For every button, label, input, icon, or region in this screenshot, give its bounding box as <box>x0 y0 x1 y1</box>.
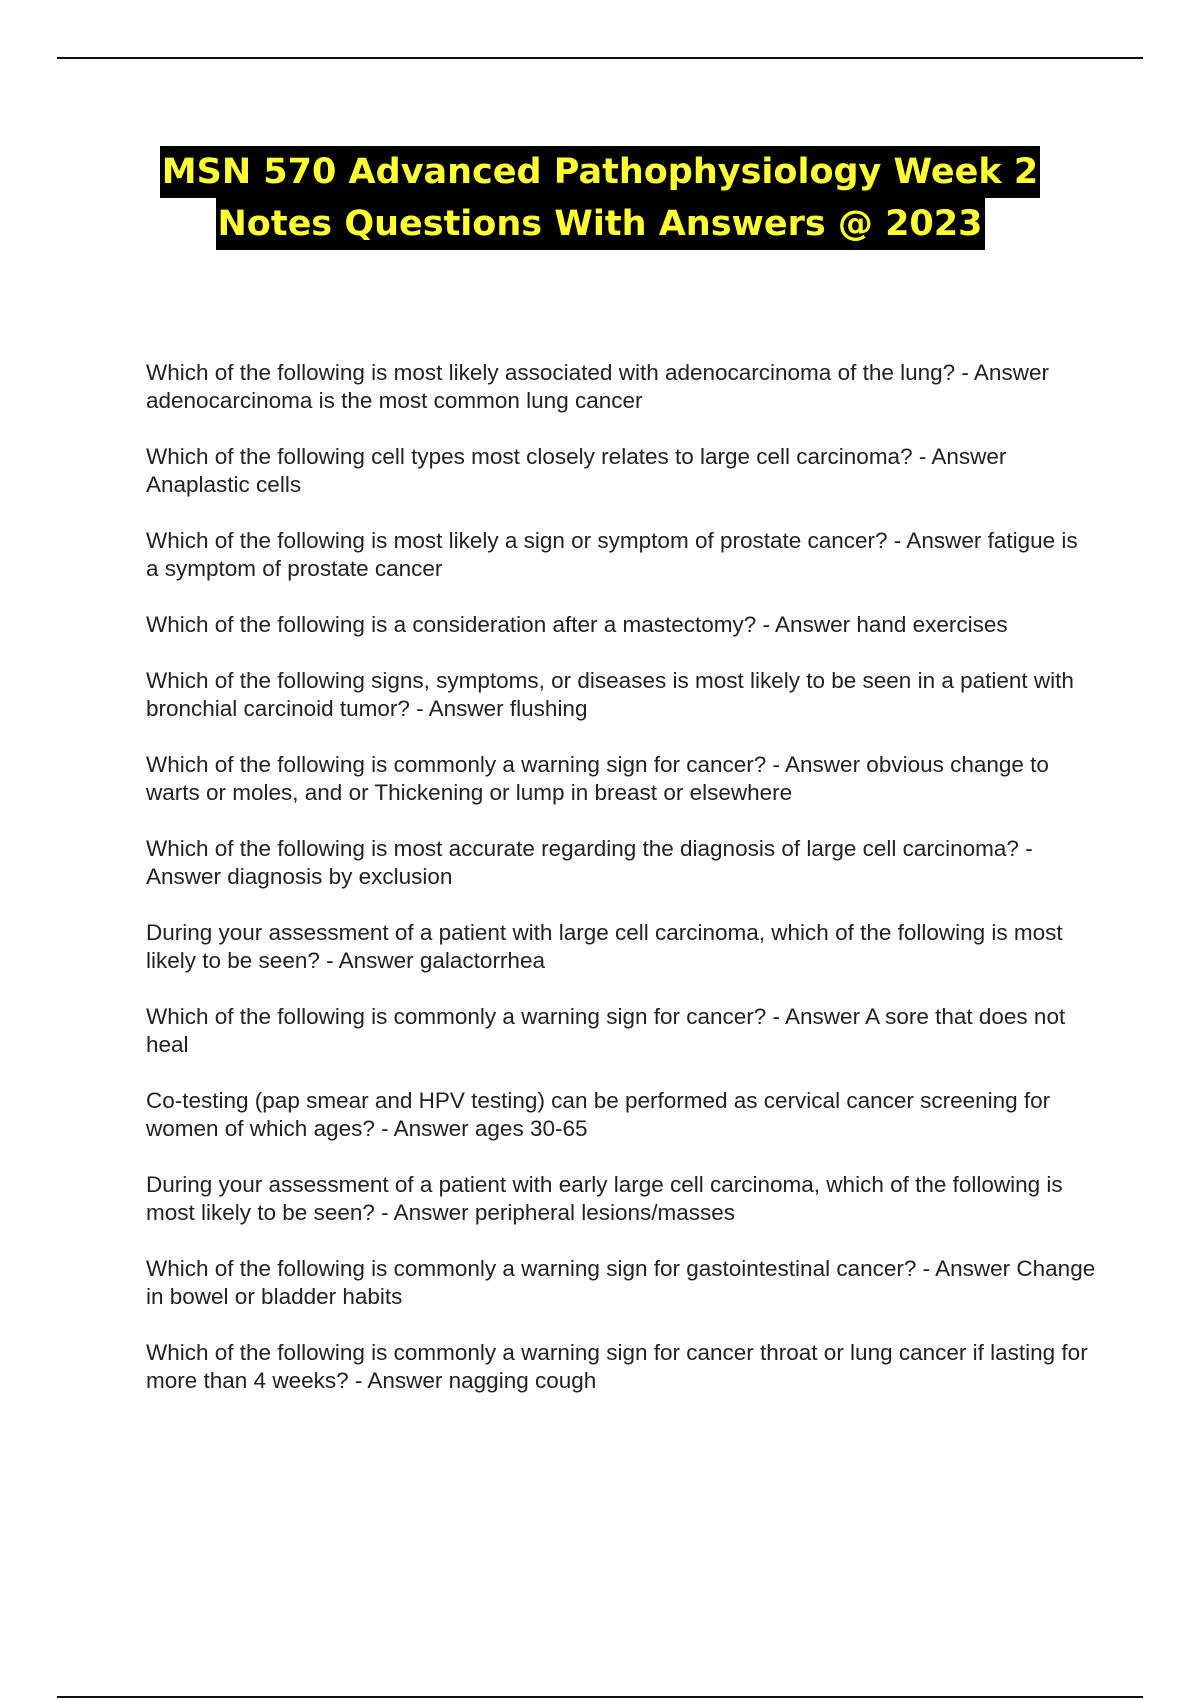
qa-item: During your assessment of a patient with early large cell carcinoma, which of the following is most likely to be seen? - Answer peripheral lesions/masses <box>146 1172 1063 1225</box>
title-line-1: MSN 570 Advanced Pathophysiology Week 2 <box>160 146 1040 198</box>
qa-item: Which of the following is commonly a warning sign for cancer? - Answer obvious change to warts or moles, and or Thickening or lump in breast or elsewhere <box>146 752 1049 805</box>
qa-item: Which of the following is a consideration after a mastectomy? - Answer hand exercises <box>146 612 1008 637</box>
qa-item: Which of the following is most likely associated with adenocarcinoma of the lung? - Answer adenocarcinoma is the most common lung cancer <box>146 360 1049 413</box>
qa-item: Which of the following is commonly a warning sign for gastointestinal cancer? - Answer Change in bowel or bladder habits <box>146 1256 1096 1309</box>
qa-item: Which of the following is commonly a warning sign for cancer throat or lung cancer if lasting for more than 4 weeks? - Answer nagging cough <box>146 1340 1088 1393</box>
header-rule <box>57 57 1143 59</box>
qa-item: Which of the following is most likely a sign or symptom of prostate cancer? - Answer fatigue is a symptom of prostate cancer <box>146 528 1078 581</box>
qa-list <box>146 359 1096 1423</box>
qa-item: Which of the following signs, symptoms, or diseases is most likely to be seen in a patient with bronchial carcinoid tumor? - Answer flushing <box>146 668 1074 721</box>
title-line-2: Notes Questions With Answers @ 2023 <box>216 198 985 250</box>
document-title <box>0 146 1200 250</box>
qa-item: Co-testing (pap smear and HPV testing) can be performed as cervical cancer screening for women of which ages? - Answer ages 30-65 <box>146 1088 1051 1141</box>
qa-item: Which of the following cell types most closely relates to large cell carcinoma? - Answer Anaplastic cells <box>146 444 1007 497</box>
qa-item: Which of the following is most accurate regarding the diagnosis of large cell carcinoma? - Answer diagnosis by exclusion <box>146 836 1033 889</box>
qa-item: During your assessment of a patient with large cell carcinoma, which of the following is most likely to be seen? - Answer galactorrhea <box>146 920 1063 973</box>
qa-item: Which of the following is commonly a warning sign for cancer? - Answer A sore that does not heal <box>146 1004 1066 1057</box>
footer-rule <box>57 1696 1143 1698</box>
